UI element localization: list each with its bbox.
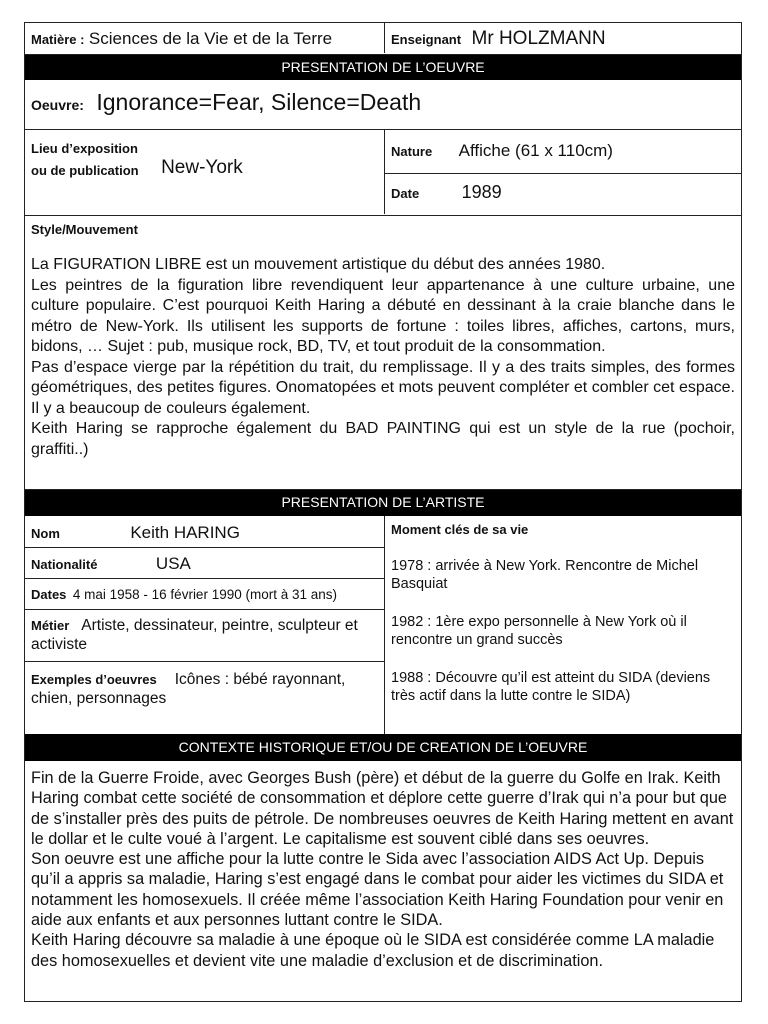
exemples-label: Exemples d’oeuvres: [31, 672, 157, 687]
dates-label: Dates: [31, 587, 67, 602]
nom-cell: [25, 516, 384, 548]
dates-value: 4 mai 1958 - 16 février 1990 (mort à 31 ans): [72, 587, 338, 602]
exemples-value: Icônes : bébé rayonnant, chien, personnages: [31, 671, 346, 707]
contexte-section: [25, 763, 741, 999]
style-text: [31, 255, 735, 460]
moment-item: 1982 : 1ère expo personnelle à New York où il rencontre un grand succès: [391, 614, 687, 648]
nom-value: Keith HARING: [130, 523, 240, 542]
lieu-label-1: Lieu d’exposition: [31, 141, 138, 156]
moments-cell: [385, 516, 741, 734]
style-label: Style/Mouvement: [31, 222, 138, 237]
date-label: Date: [391, 186, 420, 201]
enseignant-cell: [385, 23, 741, 53]
oeuvre-row: [25, 80, 741, 130]
contexte-paragraph: Fin de la Guerre Froide, avec Georges Bush (père) et début de la guerre du Golfe en Irak. Keith Haring combat cette société de consommation et déplore cette guerre d’Irak qui n’a pour but que de s’installer près des puits de pétrole. De nombreuses oeuvres de Keith Haring mettent en avant le dollar et le culte voué à l’argent. Le capitalisme est souvent ciblé dans ses oeuvres.: [31, 769, 734, 848]
matiere-label: Matière :: [31, 32, 85, 47]
section-band-artiste: PRESENTATION DE L’ARTISTE: [25, 490, 741, 516]
exemples-cell: [25, 662, 384, 734]
date-value: 1989: [461, 182, 502, 202]
lieu-nature-date-row: [25, 130, 741, 216]
style-paragraph: Keith Haring se rapproche également du BAD PAINTING qui est un style de la rue (pochoir, graffiti..): [31, 420, 735, 458]
style-paragraph: Pas d’espace vierge par la répétition du trait, du remplissage. Il y a des traits simples, des formes géométriques, des petites figures. Onomatopées et mots peuvent compléter et combler cet espace. Il y a beaucoup de couleurs également.: [31, 358, 735, 417]
matiere-cell: [25, 23, 385, 53]
oeuvre-value: Ignorance=Fear, Silence=Death: [96, 89, 422, 115]
metier-value: Artiste, dessinateur, peintre, sculpteur et activiste: [31, 617, 358, 653]
enseignant-value: Mr HOLZMANN: [471, 28, 606, 49]
nom-label: Nom: [31, 526, 60, 541]
moment-item: 1988 : Découvre qu’il est atteint du SIDA (deviens très actif dans la lutte contre le SIDA): [391, 670, 711, 704]
artist-section: [25, 516, 741, 734]
nature-cell: [385, 130, 741, 174]
nationalite-cell: [25, 548, 384, 579]
header-row: [25, 23, 741, 55]
contexte-text: [31, 768, 735, 971]
nature-value: Affiche (61 x 110cm): [458, 141, 613, 160]
moment-item: 1978 : arrivée à New York. Rencontre de Michel Basquiat: [391, 558, 699, 592]
lieu-label-2: ou de publication: [31, 163, 139, 178]
section-band-contexte: CONTEXTE HISTORIQUE ET/OU DE CREATION DE L’OEUVRE: [25, 734, 741, 761]
nationalite-value: USA: [155, 554, 191, 573]
oeuvre-label: Oeuvre:: [31, 97, 84, 113]
lieu-value: New-York: [161, 157, 243, 178]
style-paragraph: Les peintres de la figuration libre revendiquent leur appartenance à une culture urbaine, une culture populaire. C’est pourquoi Keith Haring a débuté en dessinant à la craie blanche dans le métro de New-York. Ils utilisent les supports de fortune : toiles libres, affiches, cartons, murs, bidons, … Sujet : pub, musique rock, BD, TV, et tout produit de la consommation.: [31, 276, 735, 355]
metier-label: Métier: [31, 618, 70, 633]
lieu-cell: [25, 130, 385, 214]
nationalite-label: Nationalité: [31, 557, 98, 572]
nature-label: Nature: [391, 144, 433, 159]
matiere-value: Sciences de la Vie et de la Terre: [88, 29, 333, 48]
section-band-oeuvre: PRESENTATION DE L’OEUVRE: [25, 55, 741, 80]
dates-cell: [25, 579, 384, 610]
contexte-paragraph: Son oeuvre est une affiche pour la lutte contre le Sida avec l’association AIDS Act Up. Depuis qu’il a appris sa maladie, Haring s’est engagé dans le combat pour aider les victimes du SIDA et notamment les homosexuels. Il créée même l’association Keith Haring Foundation pour venir en aide aux enfants et aux personnes luttant contre le SIDA.: [31, 850, 724, 930]
contexte-paragraph: Keith Haring découvre sa maladie à une époque où le SIDA est considérée comme LA maladie des homosexuelles et devient vite une maladie d’exclusion et de discrimination.: [31, 931, 715, 970]
style-paragraph: La FIGURATION LIBRE est un mouvement artistique du début des années 1980.: [31, 256, 606, 273]
date-cell: [385, 174, 741, 214]
metier-cell: [25, 610, 384, 662]
moments-label: Moment clés de sa vie: [391, 522, 529, 537]
artist-left-column: [25, 516, 385, 734]
style-section: [25, 216, 741, 490]
fiche-document: [24, 22, 742, 1002]
enseignant-label: Enseignant: [391, 32, 462, 47]
